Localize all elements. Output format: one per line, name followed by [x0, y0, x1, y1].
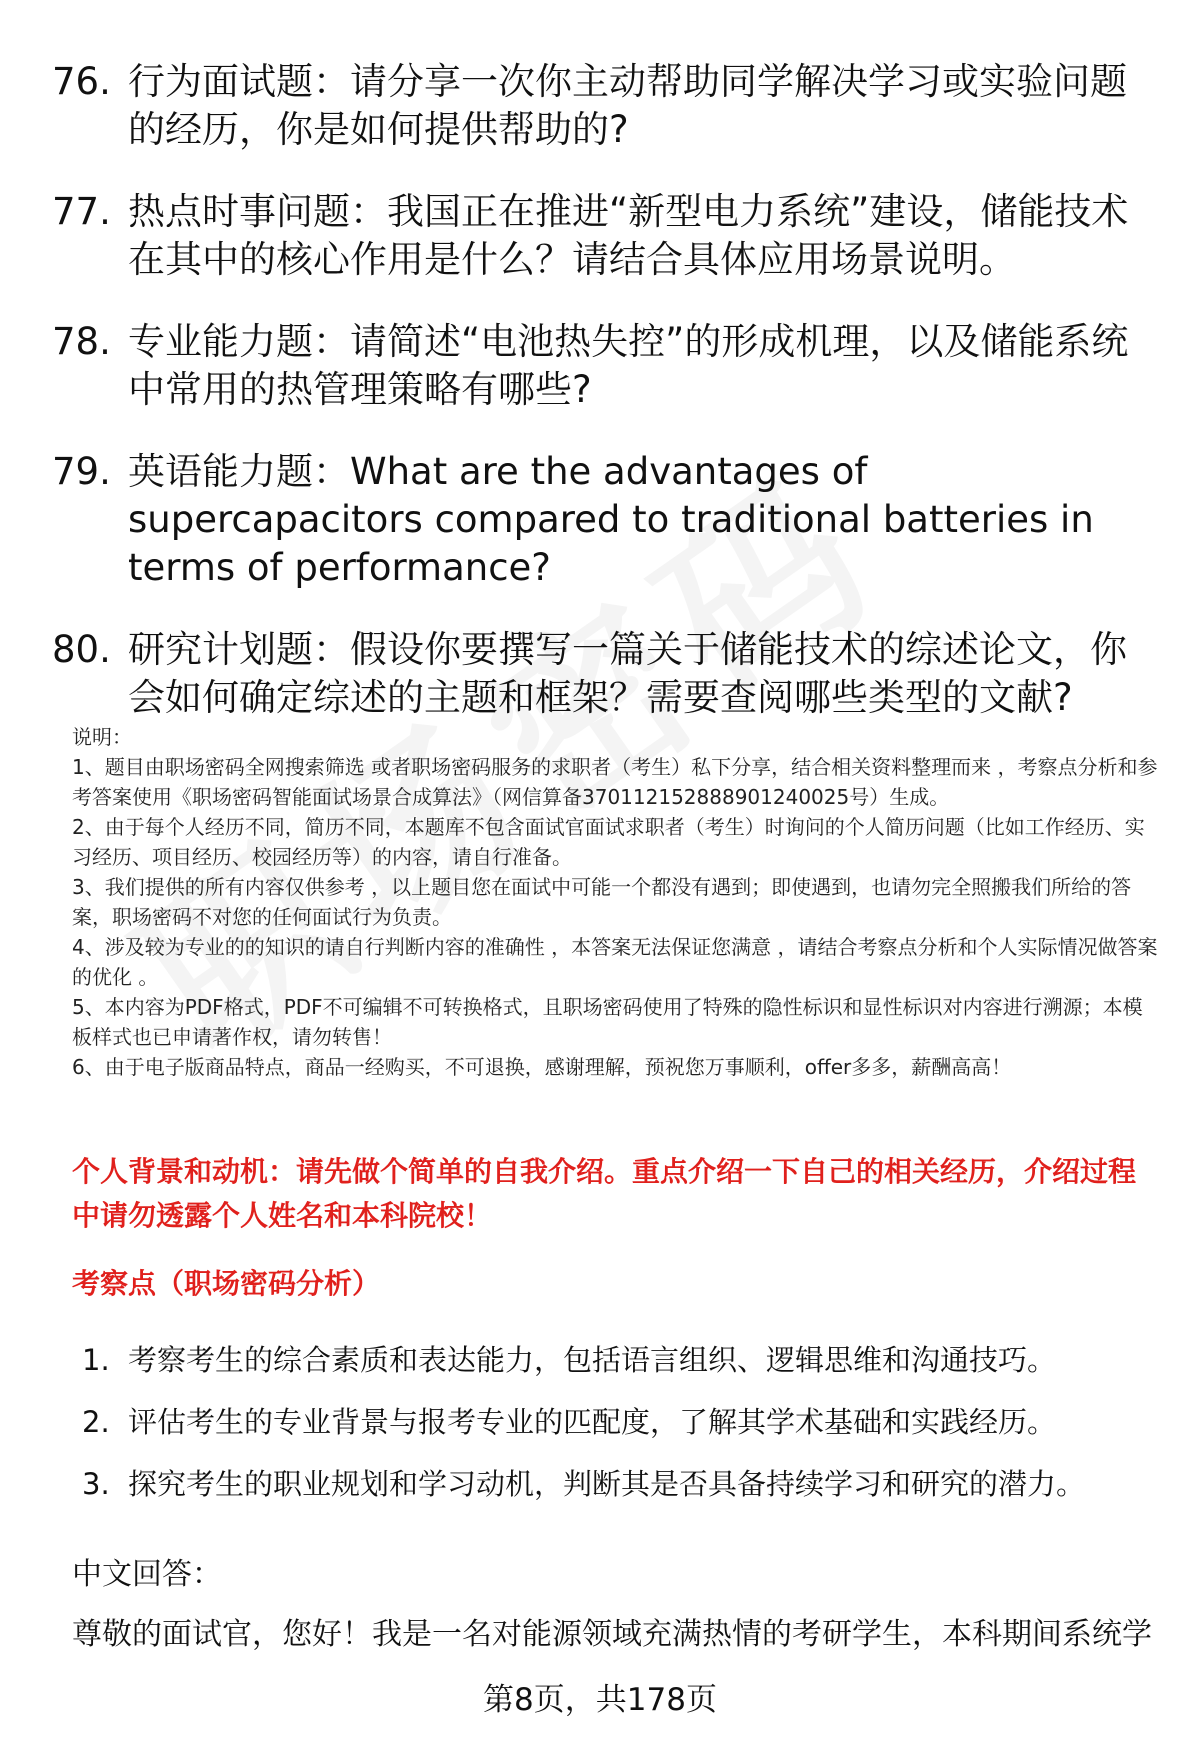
question-text: 专业能力题：请简述“电池热失控”的形成机理，以及储能系统中常用的热管理策略有哪些?	[128, 320, 1129, 411]
note-item: 6、由于电子版商品特点，商品一经购买，不可退换，感谢理解，预祝您万事顺利，offer多多，薪酬高高！	[72, 1055, 1012, 1079]
answer-text: 尊敬的面试官，您好！我是一名对能源领域充满热情的考研学生，本科期间系统学	[72, 1617, 1152, 1652]
analysis-heading: 考察点（职场密码分析）	[72, 1267, 381, 1300]
question-number: 80.	[52, 628, 111, 671]
question-text: 英语能力题：What are the advantages of supercapacitors compared to traditional batteries in terms of performance?	[128, 450, 1094, 589]
point-text: 探究考生的职业规划和学习动机，判断其是否具备持续学习和研究的潜力。	[128, 1467, 1086, 1501]
notes-section	[72, 722, 1162, 1082]
note-item: 5、本内容为PDF格式，PDF不可编辑不可转换格式，且职场密码使用了特殊的隐性标识和显性标识对内容进行溯源；本模板样式也已申请著作权，请勿转售！	[72, 995, 1143, 1049]
analysis-point	[82, 1402, 1162, 1442]
analysis-point	[82, 1340, 1162, 1380]
point-number: 2.	[82, 1405, 110, 1439]
question-item	[52, 188, 1162, 284]
question-item	[52, 318, 1162, 414]
note-item: 4、涉及较为专业的的知识的请自行判断内容的准确性 ，本答案无法保证您满意 ，请结合考察点分析和个人实际情况做答案的优化 。	[72, 935, 1158, 989]
question-list	[52, 58, 1162, 756]
question-item	[52, 626, 1162, 722]
question-number: 77.	[52, 190, 111, 233]
question-number: 79.	[52, 450, 111, 493]
question-item	[52, 58, 1162, 154]
question-text: 研究计划题：假设你要撰写一篇关于储能技术的综述论文，你会如何确定综述的主题和框架？需要查阅哪些类型的文献?	[128, 628, 1127, 719]
analysis-point-list	[82, 1340, 1162, 1526]
point-number: 3.	[82, 1467, 110, 1501]
question-item	[52, 448, 1162, 592]
analysis-point	[82, 1464, 1162, 1504]
question-text: 热点时事问题：我国正在推进“新型电力系统”建设，储能技术在其中的核心作用是什么？请结合具体应用场景说明。	[128, 190, 1129, 281]
page-footer: 第8页，共178页	[483, 1682, 717, 1718]
note-item: 2、由于每个人经历不同，简历不同，本题库不包含面试官面试求职者（考生）时询问的个人简历问题（比如工作经历、实习经历、项目经历、校园经历等）的内容，请自行准备。	[72, 815, 1145, 869]
point-text: 考察考生的综合素质和表达能力，包括语言组织、逻辑思维和沟通技巧。	[128, 1343, 1057, 1377]
note-item: 3、我们提供的所有内容仅供参考 ，以上题目您在面试中可能一个都没有遇到；即使遇到，也请勿完全照搬我们所给的答案，职场密码不对您的任何面试行为负责。	[72, 875, 1132, 929]
answer-label: 中文回答：	[72, 1557, 222, 1592]
notes-title: 说明：	[72, 725, 132, 749]
question-number: 78.	[52, 320, 111, 363]
point-text: 评估考生的专业背景与报考专业的匹配度，了解其学术基础和实践经历。	[128, 1405, 1057, 1439]
point-number: 1.	[82, 1343, 110, 1377]
question-text: 行为面试题：请分享一次你主动帮助同学解决学习或实验问题的经历，你是如何提供帮助的?	[128, 60, 1127, 151]
section-heading: 个人背景和动机：请先做个简单的自我介绍。重点介绍一下自己的相关经历，介绍过程中请勿透露个人姓名和本科院校！	[72, 1155, 1137, 1232]
note-item: 1、题目由职场密码全网搜索筛选 或者职场密码服务的求职者（考生）私下分享，结合相关资料整理而来 ，考察点分析和参考答案使用《职场密码智能面试场景合成算法》（网信算备370112152888901240025号）生成。	[72, 755, 1158, 809]
question-number: 76.	[52, 60, 111, 103]
